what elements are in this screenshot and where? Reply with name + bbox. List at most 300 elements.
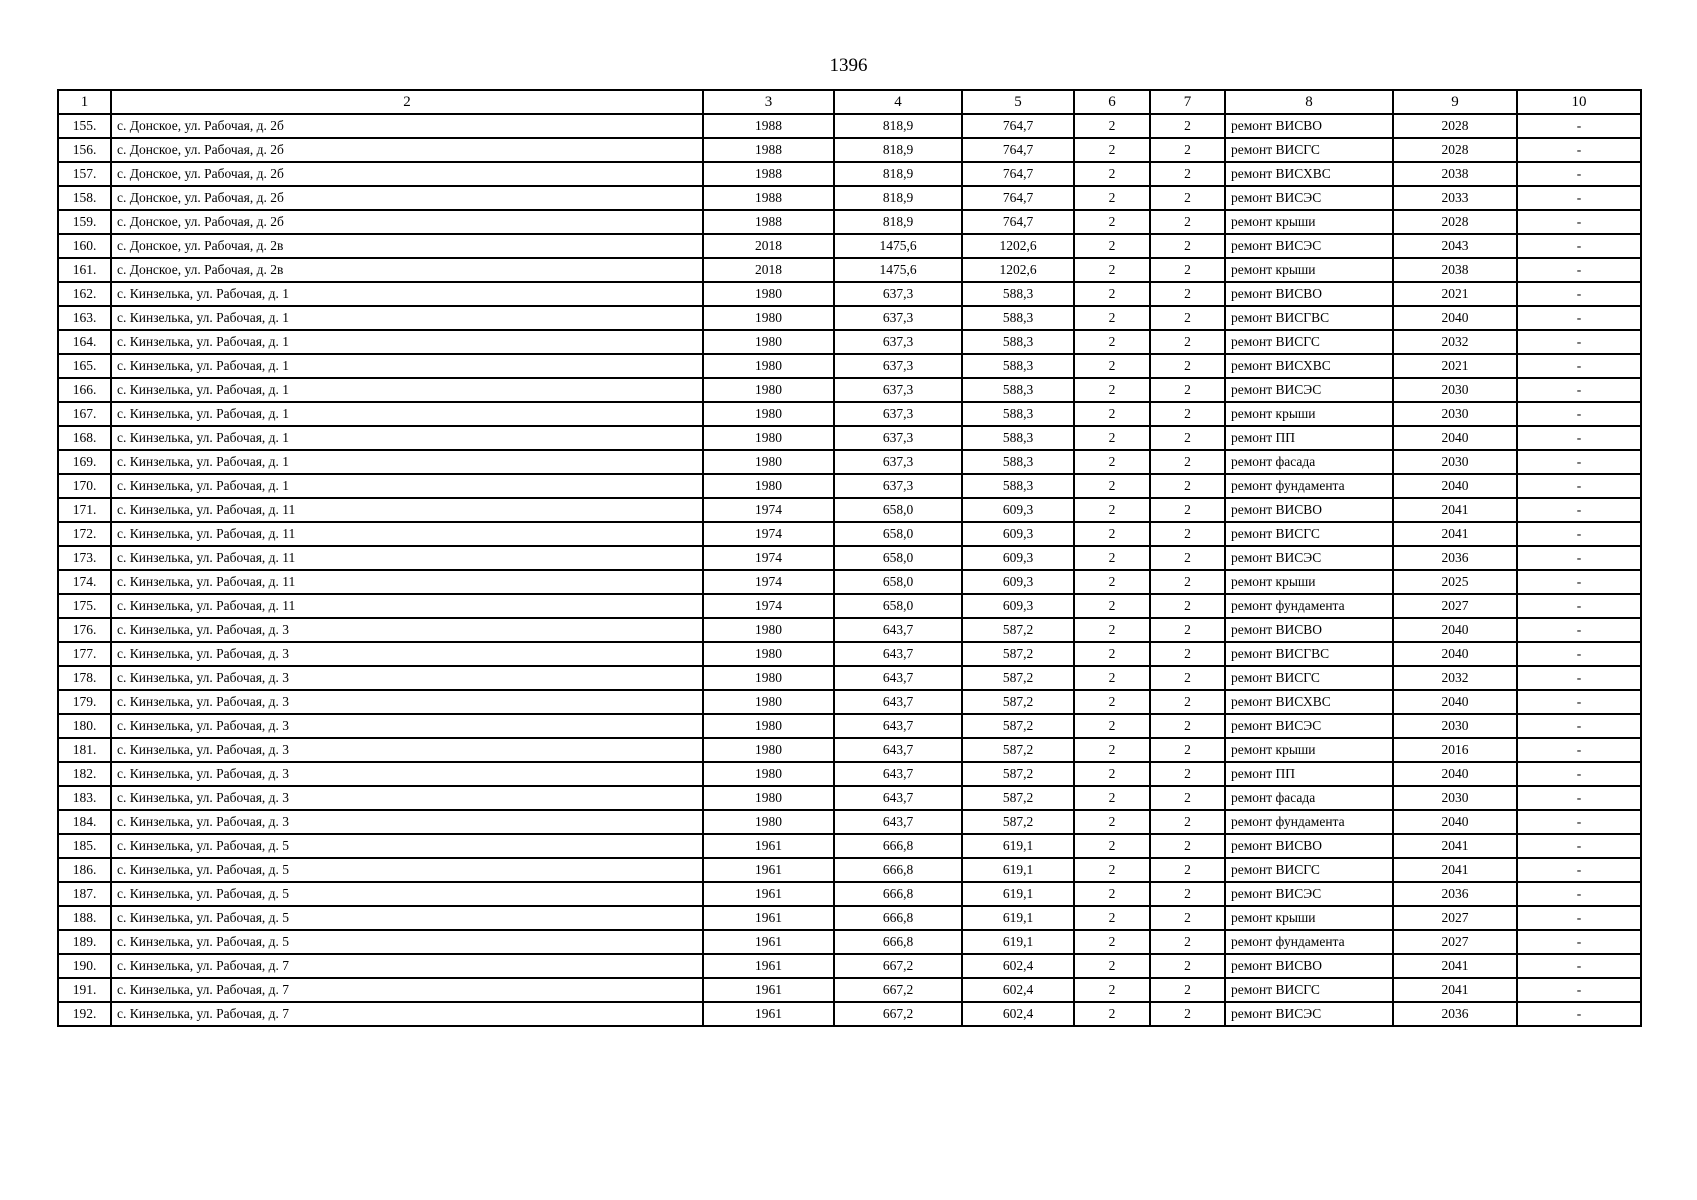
cell-address: с. Кинзелька, ул. Рабочая, д. 1 (111, 282, 703, 306)
table-row (58, 618, 1641, 642)
cell-year-built: 1980 (703, 330, 834, 354)
cell-row-number: 157. (58, 162, 111, 186)
cell-entrances: 2 (1150, 378, 1225, 402)
cell-address: с. Кинзелька, ул. Рабочая, д. 11 (111, 498, 703, 522)
cell-work-type: ремонт крыши (1225, 402, 1393, 426)
cell-year-built: 1961 (703, 858, 834, 882)
cell-living-area: 764,7 (962, 186, 1074, 210)
table-row (58, 810, 1641, 834)
cell-living-area: 587,2 (962, 810, 1074, 834)
cell-entrances: 2 (1150, 186, 1225, 210)
cell-work-type: ремонт ВИСВО (1225, 618, 1393, 642)
cell-planned-year: 2032 (1393, 666, 1517, 690)
cell-address: с. Кинзелька, ул. Рабочая, д. 5 (111, 906, 703, 930)
cell-floors: 2 (1074, 498, 1150, 522)
cell-work-type: ремонт крыши (1225, 906, 1393, 930)
cell-address: с. Кинзелька, ул. Рабочая, д. 1 (111, 378, 703, 402)
cell-work-type: ремонт ВИСЭС (1225, 882, 1393, 906)
cell-living-area: 609,3 (962, 522, 1074, 546)
table-row (58, 1002, 1641, 1026)
cell-total-area: 643,7 (834, 738, 962, 762)
cell-floors: 2 (1074, 162, 1150, 186)
cell-living-area: 602,4 (962, 978, 1074, 1002)
cell-year-built: 1980 (703, 450, 834, 474)
table-row (58, 234, 1641, 258)
cell-note: - (1517, 930, 1641, 954)
cell-work-type: ремонт ВИСВО (1225, 834, 1393, 858)
cell-living-area: 587,2 (962, 690, 1074, 714)
table-row (58, 666, 1641, 690)
cell-planned-year: 2027 (1393, 594, 1517, 618)
cell-planned-year: 2041 (1393, 858, 1517, 882)
cell-entrances: 2 (1150, 834, 1225, 858)
cell-address: с. Донское, ул. Рабочая, д. 2б (111, 162, 703, 186)
cell-entrances: 2 (1150, 570, 1225, 594)
cell-note: - (1517, 234, 1641, 258)
cell-floors: 2 (1074, 378, 1150, 402)
cell-total-area: 658,0 (834, 594, 962, 618)
cell-year-built: 1980 (703, 402, 834, 426)
cell-living-area: 764,7 (962, 138, 1074, 162)
cell-year-built: 1974 (703, 498, 834, 522)
cell-planned-year: 2036 (1393, 882, 1517, 906)
cell-living-area: 1202,6 (962, 234, 1074, 258)
cell-work-type: ремонт ВИСГВС (1225, 642, 1393, 666)
cell-living-area: 619,1 (962, 834, 1074, 858)
cell-entrances: 2 (1150, 546, 1225, 570)
cell-total-area: 637,3 (834, 282, 962, 306)
table-row (58, 522, 1641, 546)
table-row (58, 882, 1641, 906)
cell-address: с. Кинзелька, ул. Рабочая, д. 3 (111, 642, 703, 666)
cell-floors: 2 (1074, 786, 1150, 810)
cell-entrances: 2 (1150, 162, 1225, 186)
cell-row-number: 179. (58, 690, 111, 714)
cell-planned-year: 2041 (1393, 954, 1517, 978)
cell-floors: 2 (1074, 666, 1150, 690)
cell-year-built: 1980 (703, 306, 834, 330)
cell-address: с. Кинзелька, ул. Рабочая, д. 3 (111, 786, 703, 810)
table-row (58, 714, 1641, 738)
cell-entrances: 2 (1150, 858, 1225, 882)
cell-total-area: 818,9 (834, 114, 962, 138)
cell-work-type: ремонт ВИСГС (1225, 858, 1393, 882)
cell-work-type: ремонт ВИСЭС (1225, 186, 1393, 210)
cell-planned-year: 2030 (1393, 378, 1517, 402)
table-row (58, 786, 1641, 810)
cell-floors: 2 (1074, 210, 1150, 234)
cell-total-area: 643,7 (834, 762, 962, 786)
cell-note: - (1517, 594, 1641, 618)
cell-year-built: 1980 (703, 666, 834, 690)
cell-row-number: 167. (58, 402, 111, 426)
cell-living-area: 588,3 (962, 426, 1074, 450)
cell-total-area: 643,7 (834, 714, 962, 738)
cell-entrances: 2 (1150, 210, 1225, 234)
cell-floors: 2 (1074, 282, 1150, 306)
table-row (58, 282, 1641, 306)
cell-total-area: 658,0 (834, 546, 962, 570)
cell-floors: 2 (1074, 978, 1150, 1002)
cell-planned-year: 2028 (1393, 138, 1517, 162)
cell-year-built: 1961 (703, 930, 834, 954)
cell-total-area: 643,7 (834, 642, 962, 666)
cell-row-number: 182. (58, 762, 111, 786)
table-row (58, 378, 1641, 402)
table-row (58, 210, 1641, 234)
cell-note: - (1517, 306, 1641, 330)
cell-note: - (1517, 618, 1641, 642)
cell-year-built: 1988 (703, 162, 834, 186)
cell-address: с. Кинзелька, ул. Рабочая, д. 3 (111, 762, 703, 786)
cell-floors: 2 (1074, 474, 1150, 498)
cell-address: с. Кинзелька, ул. Рабочая, д. 1 (111, 450, 703, 474)
cell-note: - (1517, 114, 1641, 138)
cell-entrances: 2 (1150, 690, 1225, 714)
cell-total-area: 666,8 (834, 906, 962, 930)
cell-note: - (1517, 426, 1641, 450)
cell-entrances: 2 (1150, 594, 1225, 618)
cell-living-area: 587,2 (962, 666, 1074, 690)
table-row (58, 330, 1641, 354)
cell-year-built: 1980 (703, 282, 834, 306)
cell-total-area: 666,8 (834, 882, 962, 906)
table-row (58, 690, 1641, 714)
cell-planned-year: 2028 (1393, 210, 1517, 234)
cell-year-built: 1988 (703, 138, 834, 162)
table-row (58, 162, 1641, 186)
table-row (58, 978, 1641, 1002)
cell-floors: 2 (1074, 954, 1150, 978)
cell-living-area: 587,2 (962, 738, 1074, 762)
cell-row-number: 185. (58, 834, 111, 858)
cell-entrances: 2 (1150, 522, 1225, 546)
cell-total-area: 658,0 (834, 498, 962, 522)
cell-year-built: 1980 (703, 690, 834, 714)
column-header-4: 4 (834, 90, 962, 114)
cell-planned-year: 2040 (1393, 426, 1517, 450)
cell-row-number: 169. (58, 450, 111, 474)
cell-row-number: 174. (58, 570, 111, 594)
cell-total-area: 1475,6 (834, 234, 962, 258)
cell-note: - (1517, 1002, 1641, 1026)
cell-work-type: ремонт ВИСВО (1225, 954, 1393, 978)
cell-address: с. Донское, ул. Рабочая, д. 2б (111, 210, 703, 234)
column-header-7: 7 (1150, 90, 1225, 114)
cell-row-number: 187. (58, 882, 111, 906)
cell-address: с. Кинзелька, ул. Рабочая, д. 7 (111, 978, 703, 1002)
cell-entrances: 2 (1150, 474, 1225, 498)
cell-living-area: 609,3 (962, 594, 1074, 618)
cell-entrances: 2 (1150, 402, 1225, 426)
cell-planned-year: 2040 (1393, 810, 1517, 834)
cell-living-area: 764,7 (962, 114, 1074, 138)
cell-floors: 2 (1074, 738, 1150, 762)
cell-living-area: 588,3 (962, 402, 1074, 426)
cell-floors: 2 (1074, 570, 1150, 594)
cell-year-built: 1980 (703, 354, 834, 378)
cell-work-type: ремонт фасада (1225, 450, 1393, 474)
cell-planned-year: 2040 (1393, 690, 1517, 714)
table-row (58, 738, 1641, 762)
column-header-9: 9 (1393, 90, 1517, 114)
cell-work-type: ремонт ВИСЭС (1225, 378, 1393, 402)
cell-year-built: 2018 (703, 258, 834, 282)
cell-work-type: ремонт ВИСХВС (1225, 690, 1393, 714)
column-header-1: 1 (58, 90, 111, 114)
cell-work-type: ремонт ВИСГС (1225, 330, 1393, 354)
cell-work-type: ремонт ВИСГС (1225, 978, 1393, 1002)
repair-schedule-table (57, 89, 1642, 1027)
cell-address: с. Кинзелька, ул. Рабочая, д. 3 (111, 618, 703, 642)
cell-living-area: 619,1 (962, 906, 1074, 930)
cell-living-area: 587,2 (962, 618, 1074, 642)
cell-address: с. Кинзелька, ул. Рабочая, д. 3 (111, 738, 703, 762)
cell-year-built: 1988 (703, 210, 834, 234)
cell-address: с. Донское, ул. Рабочая, д. 2б (111, 114, 703, 138)
cell-floors: 2 (1074, 906, 1150, 930)
cell-note: - (1517, 978, 1641, 1002)
cell-total-area: 666,8 (834, 834, 962, 858)
cell-entrances: 2 (1150, 642, 1225, 666)
cell-note: - (1517, 834, 1641, 858)
cell-entrances: 2 (1150, 618, 1225, 642)
cell-total-area: 1475,6 (834, 258, 962, 282)
cell-note: - (1517, 498, 1641, 522)
cell-note: - (1517, 738, 1641, 762)
cell-total-area: 818,9 (834, 186, 962, 210)
table-row (58, 426, 1641, 450)
cell-entrances: 2 (1150, 258, 1225, 282)
table-row (58, 306, 1641, 330)
cell-address: с. Донское, ул. Рабочая, д. 2в (111, 258, 703, 282)
cell-row-number: 158. (58, 186, 111, 210)
cell-planned-year: 2021 (1393, 282, 1517, 306)
cell-address: с. Кинзелька, ул. Рабочая, д. 1 (111, 474, 703, 498)
cell-work-type: ремонт ВИСЭС (1225, 1002, 1393, 1026)
cell-year-built: 1980 (703, 810, 834, 834)
table-row (58, 498, 1641, 522)
cell-total-area: 637,3 (834, 306, 962, 330)
cell-planned-year: 2032 (1393, 330, 1517, 354)
cell-living-area: 619,1 (962, 858, 1074, 882)
cell-year-built: 1961 (703, 834, 834, 858)
cell-planned-year: 2030 (1393, 402, 1517, 426)
cell-planned-year: 2030 (1393, 450, 1517, 474)
cell-planned-year: 2030 (1393, 786, 1517, 810)
cell-total-area: 643,7 (834, 690, 962, 714)
cell-address: с. Кинзелька, ул. Рабочая, д. 1 (111, 402, 703, 426)
cell-row-number: 171. (58, 498, 111, 522)
cell-floors: 2 (1074, 258, 1150, 282)
cell-planned-year: 2016 (1393, 738, 1517, 762)
cell-row-number: 162. (58, 282, 111, 306)
cell-entrances: 2 (1150, 138, 1225, 162)
page-number: 1396 (829, 55, 868, 76)
cell-living-area: 609,3 (962, 546, 1074, 570)
cell-work-type: ремонт фундамента (1225, 810, 1393, 834)
cell-planned-year: 2027 (1393, 906, 1517, 930)
cell-floors: 2 (1074, 450, 1150, 474)
cell-row-number: 173. (58, 546, 111, 570)
cell-note: - (1517, 882, 1641, 906)
cell-work-type: ремонт ВИСХВС (1225, 162, 1393, 186)
cell-planned-year: 2040 (1393, 762, 1517, 786)
cell-planned-year: 2040 (1393, 306, 1517, 330)
cell-planned-year: 2041 (1393, 978, 1517, 1002)
cell-total-area: 658,0 (834, 570, 962, 594)
cell-row-number: 191. (58, 978, 111, 1002)
cell-address: с. Кинзелька, ул. Рабочая, д. 11 (111, 522, 703, 546)
cell-planned-year: 2027 (1393, 930, 1517, 954)
cell-entrances: 2 (1150, 330, 1225, 354)
cell-floors: 2 (1074, 642, 1150, 666)
cell-address: с. Кинзелька, ул. Рабочая, д. 3 (111, 714, 703, 738)
cell-work-type: ремонт ВИСВО (1225, 498, 1393, 522)
cell-planned-year: 2021 (1393, 354, 1517, 378)
cell-year-built: 1974 (703, 594, 834, 618)
table-header (58, 90, 1641, 114)
cell-living-area: 619,1 (962, 882, 1074, 906)
cell-floors: 2 (1074, 546, 1150, 570)
cell-address: с. Донское, ул. Рабочая, д. 2в (111, 234, 703, 258)
cell-row-number: 189. (58, 930, 111, 954)
cell-entrances: 2 (1150, 738, 1225, 762)
cell-note: - (1517, 378, 1641, 402)
cell-planned-year: 2043 (1393, 234, 1517, 258)
cell-note: - (1517, 402, 1641, 426)
cell-entrances: 2 (1150, 354, 1225, 378)
cell-floors: 2 (1074, 234, 1150, 258)
cell-row-number: 188. (58, 906, 111, 930)
cell-note: - (1517, 330, 1641, 354)
cell-planned-year: 2028 (1393, 114, 1517, 138)
cell-planned-year: 2033 (1393, 186, 1517, 210)
table-row (58, 594, 1641, 618)
cell-floors: 2 (1074, 714, 1150, 738)
cell-year-built: 1980 (703, 786, 834, 810)
cell-entrances: 2 (1150, 666, 1225, 690)
cell-entrances: 2 (1150, 1002, 1225, 1026)
cell-total-area: 643,7 (834, 786, 962, 810)
cell-floors: 2 (1074, 594, 1150, 618)
cell-living-area: 587,2 (962, 642, 1074, 666)
cell-address: с. Кинзелька, ул. Рабочая, д. 3 (111, 690, 703, 714)
table-row (58, 474, 1641, 498)
cell-work-type: ремонт ВИСГС (1225, 666, 1393, 690)
cell-entrances: 2 (1150, 282, 1225, 306)
cell-total-area: 643,7 (834, 666, 962, 690)
cell-total-area: 637,3 (834, 426, 962, 450)
cell-living-area: 588,3 (962, 378, 1074, 402)
cell-planned-year: 2038 (1393, 258, 1517, 282)
cell-total-area: 667,2 (834, 978, 962, 1002)
cell-entrances: 2 (1150, 810, 1225, 834)
cell-living-area: 1202,6 (962, 258, 1074, 282)
cell-floors: 2 (1074, 762, 1150, 786)
cell-row-number: 186. (58, 858, 111, 882)
cell-living-area: 764,7 (962, 162, 1074, 186)
cell-row-number: 192. (58, 1002, 111, 1026)
cell-planned-year: 2036 (1393, 1002, 1517, 1026)
cell-total-area: 818,9 (834, 138, 962, 162)
cell-row-number: 183. (58, 786, 111, 810)
cell-address: с. Кинзелька, ул. Рабочая, д. 5 (111, 858, 703, 882)
table-row (58, 186, 1641, 210)
cell-living-area: 619,1 (962, 930, 1074, 954)
cell-work-type: ремонт ВИСГС (1225, 522, 1393, 546)
cell-row-number: 184. (58, 810, 111, 834)
cell-year-built: 1974 (703, 522, 834, 546)
cell-work-type: ремонт фундамента (1225, 594, 1393, 618)
cell-entrances: 2 (1150, 930, 1225, 954)
cell-floors: 2 (1074, 834, 1150, 858)
cell-note: - (1517, 642, 1641, 666)
cell-note: - (1517, 282, 1641, 306)
cell-planned-year: 2030 (1393, 714, 1517, 738)
column-header-3: 3 (703, 90, 834, 114)
cell-living-area: 602,4 (962, 1002, 1074, 1026)
cell-living-area: 587,2 (962, 786, 1074, 810)
cell-entrances: 2 (1150, 762, 1225, 786)
cell-note: - (1517, 954, 1641, 978)
table-row (58, 114, 1641, 138)
cell-year-built: 1980 (703, 714, 834, 738)
cell-total-area: 637,3 (834, 402, 962, 426)
cell-note: - (1517, 138, 1641, 162)
cell-floors: 2 (1074, 426, 1150, 450)
cell-work-type: ремонт крыши (1225, 258, 1393, 282)
cell-floors: 2 (1074, 858, 1150, 882)
cell-planned-year: 2040 (1393, 618, 1517, 642)
cell-year-built: 1961 (703, 906, 834, 930)
cell-entrances: 2 (1150, 498, 1225, 522)
table-row (58, 642, 1641, 666)
cell-row-number: 180. (58, 714, 111, 738)
cell-entrances: 2 (1150, 786, 1225, 810)
cell-floors: 2 (1074, 690, 1150, 714)
cell-row-number: 156. (58, 138, 111, 162)
cell-row-number: 170. (58, 474, 111, 498)
column-header-10: 10 (1517, 90, 1641, 114)
cell-living-area: 602,4 (962, 954, 1074, 978)
cell-note: - (1517, 906, 1641, 930)
cell-living-area: 587,2 (962, 714, 1074, 738)
cell-address: с. Кинзелька, ул. Рабочая, д. 1 (111, 306, 703, 330)
cell-planned-year: 2040 (1393, 642, 1517, 666)
cell-entrances: 2 (1150, 426, 1225, 450)
cell-year-built: 1980 (703, 762, 834, 786)
table-row (58, 450, 1641, 474)
cell-living-area: 609,3 (962, 498, 1074, 522)
cell-floors: 2 (1074, 354, 1150, 378)
column-header-2: 2 (111, 90, 703, 114)
cell-row-number: 181. (58, 738, 111, 762)
cell-total-area: 637,3 (834, 354, 962, 378)
cell-note: - (1517, 666, 1641, 690)
cell-row-number: 159. (58, 210, 111, 234)
cell-floors: 2 (1074, 306, 1150, 330)
cell-floors: 2 (1074, 186, 1150, 210)
cell-entrances: 2 (1150, 906, 1225, 930)
cell-row-number: 172. (58, 522, 111, 546)
cell-work-type: ремонт ВИСЭС (1225, 234, 1393, 258)
header-row (58, 90, 1641, 114)
cell-total-area: 637,3 (834, 378, 962, 402)
cell-note: - (1517, 858, 1641, 882)
cell-entrances: 2 (1150, 714, 1225, 738)
cell-entrances: 2 (1150, 306, 1225, 330)
